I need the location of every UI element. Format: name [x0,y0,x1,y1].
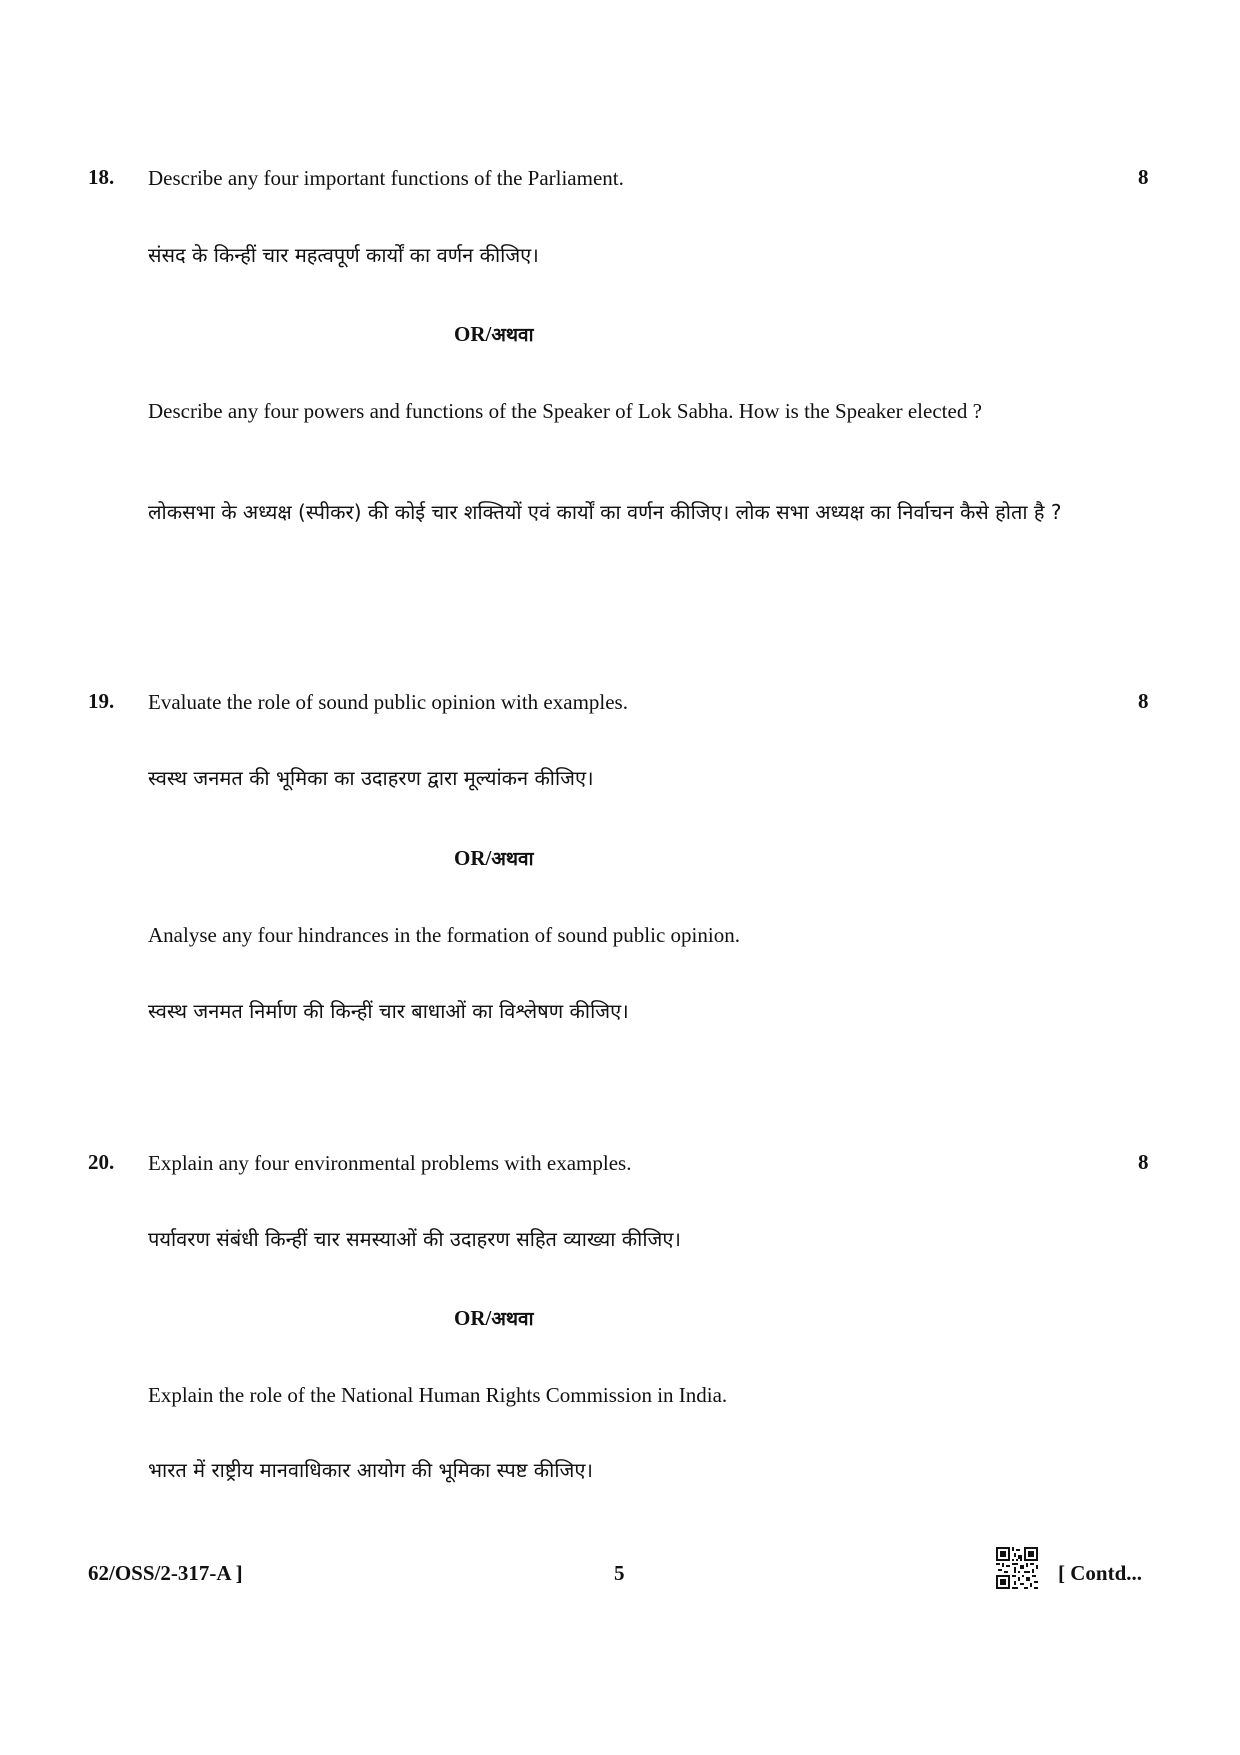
question-19-marks: 8 [1138,689,1149,713]
or-label-en: OR/ [454,1306,492,1330]
question-18-hindi: संसद के किन्हीं चार महत्वपूर्ण कार्यों का वर्णन कीजिए। [148,243,539,267]
question-18-alt-hindi: लोकसभा के अध्यक्ष (स्पीकर) की कोई चार शक्तियों एवं कार्यों का वर्णन कीजिए। लोक सभा अध्यक्ष का निर्वाचन कैसे होता है ? [148,500,1062,524]
or-label-hi: अथवा [491,324,534,346]
question-18-text: Describe any four important functions of the Parliament. [148,166,624,190]
question-20-alt-text: Explain the role of the National Human Rights Commission in India. [148,1383,728,1407]
question-18-alt-text: Describe any four powers and functions of the Speaker of Lok Sabha. How is the Speaker elected ? [148,399,982,423]
question-19-or-label [454,845,534,871]
question-20-text: Explain any four environmental problems with examples. [148,1151,632,1175]
question-20-hindi: पर्यावरण संबंधी किन्हीं चार समस्याओं की उदाहरण सहित व्याख्या कीजिए। [148,1227,681,1251]
question-20-or-label [454,1305,534,1331]
question-19-number: 19. [88,689,115,713]
question-19-alt-hindi: स्वस्थ जनमत निर्माण की किन्हीं चार बाधाओं का विश्लेषण कीजिए। [148,999,629,1023]
qr-code-icon [996,1547,1038,1589]
or-label-hi: अथवा [491,1308,534,1330]
question-19-alt-text: Analyse any four hindrances in the formation of sound public opinion. [148,923,740,947]
or-label-en: OR/ [454,846,492,870]
question-20-number: 20. [88,1150,115,1174]
question-18-or-label [454,321,534,347]
paper-code: 62/OSS/2-317-A ] [88,1561,243,1585]
question-18-number: 18. [88,165,115,189]
question-19-hindi: स्वस्थ जनमत की भूमिका का उदाहरण द्वारा मूल्यांकन कीजिए। [148,766,594,790]
or-label-en: OR/ [454,322,492,346]
page-number: 5 [614,1561,625,1585]
question-19-text: Evaluate the role of sound public opinion with examples. [148,690,628,714]
question-18-marks: 8 [1138,165,1149,189]
or-label-hi: अथवा [491,848,534,870]
continued-label: [ Contd... [1058,1561,1143,1585]
question-20-marks: 8 [1138,1150,1149,1174]
question-20-alt-hindi: भारत में राष्ट्रीय मानवाधिकार आयोग की भूमिका स्पष्ट कीजिए। [148,1458,593,1482]
